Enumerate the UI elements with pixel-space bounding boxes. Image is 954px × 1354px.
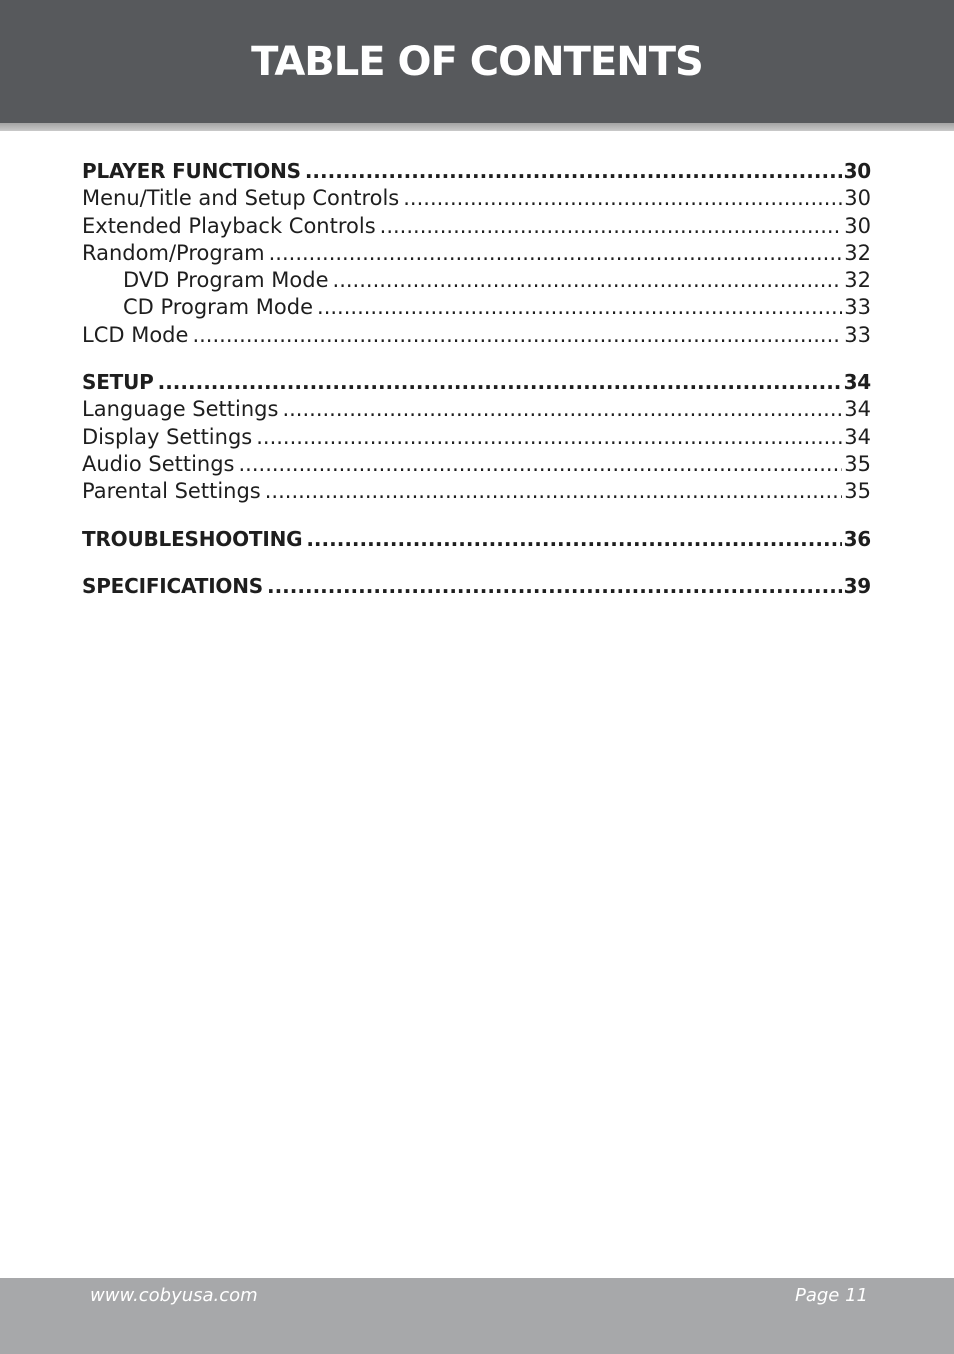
toc-entry-page: 30 bbox=[844, 213, 871, 238]
dot-leader bbox=[305, 158, 842, 185]
toc-entry-label: SETUP bbox=[82, 370, 154, 395]
toc-entry-cd-program[interactable] bbox=[82, 294, 871, 321]
toc-entry-label: PLAYER FUNCTIONS bbox=[82, 159, 301, 183]
dot-leader bbox=[306, 526, 841, 553]
dot-leader bbox=[269, 240, 843, 267]
toc-entry-label: CD Program Mode bbox=[123, 295, 314, 320]
dot-leader bbox=[256, 424, 842, 451]
dot-leader bbox=[158, 369, 842, 396]
page-title: TABLE OF CONTENTS bbox=[251, 39, 703, 85]
toc-entry-parental[interactable] bbox=[82, 478, 871, 505]
toc-entry-specifications[interactable] bbox=[82, 573, 871, 600]
toc-entry-page: 30 bbox=[844, 186, 871, 211]
dot-leader bbox=[380, 213, 843, 240]
table-of-contents bbox=[82, 158, 871, 600]
toc-entry-page: 32 bbox=[844, 240, 871, 265]
toc-entry-page: 33 bbox=[844, 322, 871, 347]
toc-entry-display[interactable] bbox=[82, 424, 871, 451]
toc-entry-page: 32 bbox=[844, 268, 871, 293]
dot-leader bbox=[317, 294, 842, 321]
toc-entry-setup[interactable] bbox=[82, 369, 871, 396]
toc-entry-page: 33 bbox=[844, 295, 871, 320]
toc-entry-page: 30 bbox=[843, 159, 871, 183]
toc-entry-page: 34 bbox=[843, 370, 871, 395]
toc-entry-label: Menu/Title and Setup Controls bbox=[82, 186, 400, 211]
toc-entry-extended-playback[interactable] bbox=[82, 213, 871, 240]
toc-entry-player-functions[interactable] bbox=[82, 158, 871, 185]
dot-leader bbox=[333, 267, 843, 294]
toc-entry-page: 34 bbox=[844, 397, 871, 422]
toc-entry-label: Display Settings bbox=[82, 424, 253, 449]
toc-entry-page: 39 bbox=[843, 573, 871, 598]
toc-entry-random-program[interactable] bbox=[82, 240, 871, 267]
toc-entry-label: Audio Settings bbox=[82, 451, 235, 476]
toc-entry-dvd-program[interactable] bbox=[82, 267, 871, 294]
toc-entry-menu-title[interactable] bbox=[82, 185, 871, 212]
header-divider bbox=[0, 123, 954, 131]
toc-entry-label: DVD Program Mode bbox=[123, 268, 329, 293]
toc-entry-page: 35 bbox=[844, 451, 871, 476]
toc-entry-label: TROUBLESHOOTING bbox=[82, 526, 303, 551]
dot-leader bbox=[267, 573, 842, 600]
footer-website[interactable]: www.cobyusa.com bbox=[90, 1285, 258, 1306]
toc-entry-label: Random/Program bbox=[82, 240, 265, 265]
toc-entry-language[interactable] bbox=[82, 396, 871, 423]
dot-leader bbox=[192, 322, 842, 349]
toc-entry-troubleshooting[interactable] bbox=[82, 526, 871, 553]
toc-entry-page: 34 bbox=[844, 424, 871, 449]
toc-entry-lcd-mode[interactable] bbox=[82, 322, 871, 349]
dot-leader bbox=[239, 451, 843, 478]
dot-leader bbox=[403, 185, 842, 212]
toc-entry-audio[interactable] bbox=[82, 451, 871, 478]
dot-leader bbox=[265, 478, 843, 505]
toc-entry-label: SPECIFICATIONS bbox=[82, 573, 263, 598]
toc-entry-label: Extended Playback Controls bbox=[82, 213, 376, 238]
toc-entry-page: 35 bbox=[844, 479, 871, 504]
footer-page-number: Page 11 bbox=[794, 1285, 868, 1306]
toc-entry-label: Parental Settings bbox=[82, 479, 261, 504]
dot-leader bbox=[282, 396, 842, 423]
toc-entry-label: LCD Mode bbox=[82, 322, 189, 347]
toc-entry-page: 36 bbox=[843, 526, 871, 551]
toc-entry-label: Language Settings bbox=[82, 397, 279, 422]
